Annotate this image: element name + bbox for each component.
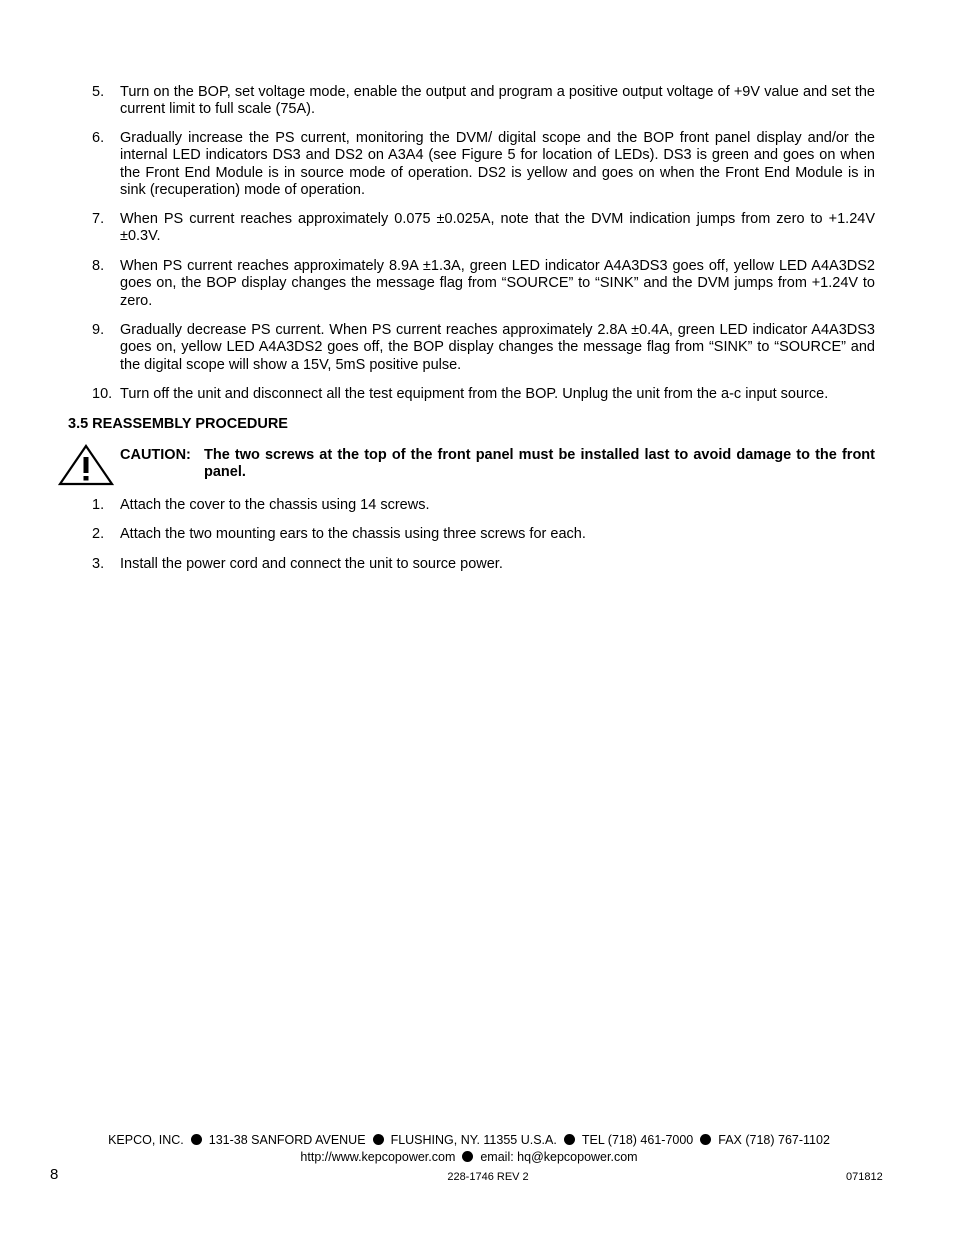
- step-number: 8.: [92, 258, 105, 274]
- step-text: Install the power cord and connect the unit to source power.: [120, 556, 503, 572]
- list-item: [92, 497, 875, 514]
- bullet-icon: [564, 1134, 575, 1145]
- bullet-icon: [462, 1151, 473, 1162]
- list-item: [92, 130, 875, 200]
- step-text: Turn on the BOP, set voltage mode, enable the output and program a positive output voltage of +9V value and set the current limit to full scale (75A).: [120, 84, 875, 118]
- step-text: When PS current reaches approximately 8.9A ±1.3A, green LED indicator A4A3DS3 goes off, yellow LED A4A3DS2 goes on, the BOP display changes the message flag from “SOURCE” to “SINK” and the DVM jumps from +1.24V to zero.: [120, 258, 875, 309]
- caution-text: The two screws at the top of the front panel must be installed last to avoid damage to the front panel.: [204, 447, 875, 481]
- step-number: 9.: [92, 322, 105, 338]
- step-text: Gradually increase the PS current, monitoring the DVM/ digital scope and the BOP front panel display and/or the internal LED indicators DS3 and DS2 on A3A4 (see Figure 5 for location of LEDs). DS3 is green and goes on when the Front End Module is in source mode of operation. DS2 is yellow and goes on when the Front End Module is in sink (recuperation) mode of operation.: [120, 130, 875, 199]
- list-item: [92, 211, 875, 246]
- footer-website-link[interactable]: http://www.kepcopower.com: [300, 1150, 456, 1164]
- step-text: Attach the cover to the chassis using 14 screws.: [120, 497, 430, 513]
- footer-company: KEPCO, INC.: [108, 1133, 184, 1147]
- document-date-code: 071812: [846, 1171, 883, 1183]
- step-text: Attach the two mounting ears to the chassis using three screws for each.: [120, 526, 586, 542]
- bullet-icon: [700, 1134, 711, 1145]
- list-item: [92, 526, 875, 543]
- warning-triangle-icon: [58, 444, 114, 486]
- step-number: 1.: [92, 497, 105, 513]
- footer-contact-line: [0, 1149, 938, 1165]
- footer-fax: FAX (718) 767-1102: [718, 1133, 830, 1147]
- caution-label: CAUTION:: [120, 447, 191, 463]
- footer-address-line: [0, 1132, 938, 1148]
- step-text: When PS current reaches approximately 0.075 ±0.025A, note that the DVM indication jumps from zero to +1.24V ±0.3V.: [120, 211, 875, 245]
- step-text: Gradually decrease PS current. When PS current reaches approximately 2.8A ±0.4A, green LED indicator A4A3DS3 goes on, yellow LED A4A3DS2 goes off, the BOP display changes the message flag from “SINK” to “SOURCE” and the digital scope will show a 15V, 5mS positive pulse.: [120, 322, 875, 373]
- step-number: 3.: [92, 556, 105, 572]
- step-number: 7.: [92, 211, 105, 227]
- footer-tel: TEL (718) 461-7000: [581, 1133, 694, 1147]
- list-item: [92, 84, 875, 119]
- footer-city: FLUSHING, NY. 11355 U.S.A.: [390, 1133, 557, 1147]
- footer-address: 131-38 SANFORD AVENUE: [208, 1133, 366, 1147]
- list-item: [92, 322, 875, 374]
- step-number: 6.: [92, 130, 105, 146]
- footer-email[interactable]: email: hq@kepcopower.com: [480, 1150, 638, 1164]
- step-number: 2.: [92, 526, 105, 542]
- step-number: 5.: [92, 84, 105, 100]
- step-number: 10.: [92, 386, 113, 402]
- section-heading: 3.5 REASSEMBLY PROCEDURE: [68, 416, 288, 432]
- list-item: [92, 556, 875, 573]
- list-item: [92, 258, 875, 310]
- list-item: [92, 386, 875, 403]
- caution-note: [120, 447, 875, 482]
- bullet-icon: [373, 1134, 384, 1145]
- document-id: 228-1746 REV 2: [447, 1171, 529, 1183]
- page-number: 8: [50, 1166, 59, 1183]
- bullet-icon: [191, 1134, 202, 1145]
- step-text: Turn off the unit and disconnect all the test equipment from the BOP. Unplug the unit from the a-c input source.: [120, 386, 829, 402]
